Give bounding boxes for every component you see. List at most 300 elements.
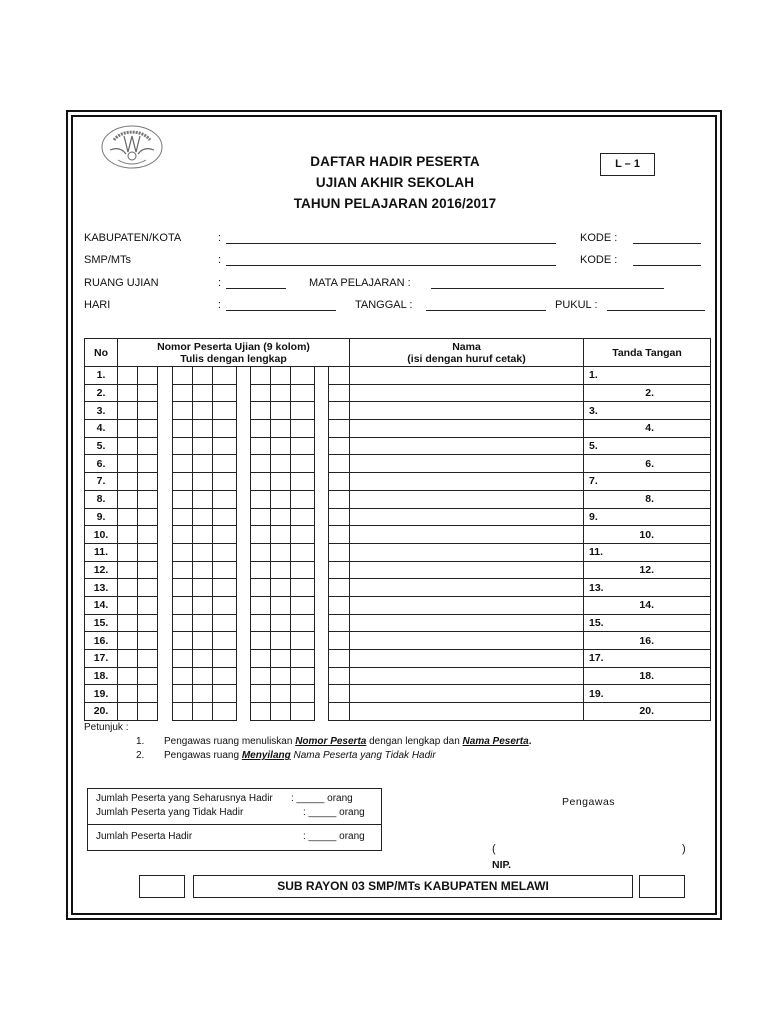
digit-separator	[158, 490, 173, 508]
digit-box[interactable]	[271, 650, 291, 668]
pukul-input-line[interactable]	[607, 310, 705, 311]
digit-box[interactable]	[173, 526, 193, 544]
name-cell[interactable]	[350, 384, 584, 402]
digit-box[interactable]	[213, 543, 237, 561]
digit-box[interactable]	[173, 685, 193, 703]
digit-box[interactable]	[271, 490, 291, 508]
digit-box[interactable]	[213, 685, 237, 703]
digit-box[interactable]	[118, 685, 138, 703]
digit-separator	[237, 614, 251, 632]
digit-box[interactable]	[138, 367, 158, 385]
digit-box[interactable]	[173, 614, 193, 632]
digit-box[interactable]	[329, 473, 350, 491]
digit-box[interactable]	[329, 455, 350, 473]
digit-box[interactable]	[291, 473, 315, 491]
digit-separator	[315, 437, 329, 455]
digit-box[interactable]	[193, 632, 213, 650]
digit-box[interactable]	[193, 473, 213, 491]
digit-box[interactable]	[173, 667, 193, 685]
digit-box[interactable]	[138, 614, 158, 632]
digit-box[interactable]	[291, 455, 315, 473]
digit-box[interactable]	[213, 455, 237, 473]
digit-box[interactable]	[329, 632, 350, 650]
name-cell[interactable]	[350, 420, 584, 438]
signature-cell[interactable]: 13.	[584, 579, 711, 597]
digit-box[interactable]	[118, 437, 138, 455]
col-header-nomor-line1: Nomor Peserta Ujian (9 kolom)	[157, 340, 310, 353]
digit-box[interactable]	[271, 508, 291, 526]
name-cell[interactable]	[350, 685, 584, 703]
kabupaten-input-line[interactable]	[226, 243, 556, 244]
attendance-table	[84, 338, 711, 721]
digit-box[interactable]	[173, 632, 193, 650]
digit-box[interactable]	[193, 543, 213, 561]
name-cell[interactable]	[350, 596, 584, 614]
digit-box[interactable]	[138, 561, 158, 579]
signature-cell[interactable]: 7.	[584, 473, 711, 491]
signature-cell[interactable]: 3.	[584, 402, 711, 420]
ruang-input-line[interactable]	[226, 288, 286, 289]
digit-box[interactable]	[251, 455, 271, 473]
col-header-nomor	[118, 339, 350, 367]
signature-cell[interactable]: 12.	[584, 561, 711, 579]
table-row	[85, 367, 711, 385]
digit-box[interactable]	[329, 561, 350, 579]
digit-box[interactable]	[118, 561, 138, 579]
digit-box[interactable]	[251, 703, 271, 721]
digit-separator	[315, 579, 329, 597]
digit-box[interactable]	[193, 579, 213, 597]
digit-box[interactable]	[271, 367, 291, 385]
digit-box[interactable]	[173, 579, 193, 597]
row-number: 11.	[85, 543, 118, 561]
kode-input-line-1[interactable]	[633, 243, 701, 244]
digit-box[interactable]	[173, 473, 193, 491]
digit-box[interactable]	[291, 579, 315, 597]
digit-box[interactable]	[271, 384, 291, 402]
digit-box[interactable]	[251, 402, 271, 420]
digit-box[interactable]	[193, 561, 213, 579]
digit-box[interactable]	[138, 543, 158, 561]
digit-box[interactable]	[173, 420, 193, 438]
digit-box[interactable]	[213, 367, 237, 385]
signature-cell[interactable]: 9.	[584, 508, 711, 526]
signature-cell[interactable]: 11.	[584, 543, 711, 561]
instruction-2-text	[164, 750, 436, 761]
digit-box[interactable]	[251, 508, 271, 526]
digit-box[interactable]	[118, 703, 138, 721]
digit-box[interactable]	[291, 561, 315, 579]
digit-box[interactable]	[213, 614, 237, 632]
digit-box[interactable]	[329, 508, 350, 526]
digit-box[interactable]	[213, 490, 237, 508]
digit-box[interactable]	[251, 561, 271, 579]
form-code-box: L – 1	[600, 153, 655, 176]
digit-separator	[158, 543, 173, 561]
digit-box[interactable]	[271, 473, 291, 491]
digit-box[interactable]	[118, 367, 138, 385]
footer-sub-rayon: SUB RAYON 03 SMP/MTs KABUPATEN MELAWI	[193, 875, 633, 898]
digit-separator	[158, 650, 173, 668]
signature-cell[interactable]: 8.	[584, 490, 711, 508]
digit-box[interactable]	[118, 650, 138, 668]
digit-box[interactable]	[291, 367, 315, 385]
digit-box[interactable]	[251, 685, 271, 703]
digit-box[interactable]	[213, 596, 237, 614]
digit-box[interactable]	[251, 420, 271, 438]
summary-divider	[88, 824, 381, 825]
digit-box[interactable]	[271, 685, 291, 703]
digit-box[interactable]	[271, 543, 291, 561]
digit-separator	[158, 455, 173, 473]
row-number: 2.	[85, 384, 118, 402]
summary-absent-value[interactable]: : _____ orang	[303, 807, 365, 818]
signature-cell[interactable]: 1.	[584, 367, 711, 385]
digit-box[interactable]	[118, 632, 138, 650]
digit-separator	[237, 632, 251, 650]
digit-box[interactable]	[138, 526, 158, 544]
digit-box[interactable]	[329, 703, 350, 721]
digit-box[interactable]	[138, 508, 158, 526]
smp-colon: :	[218, 254, 222, 266]
digit-box[interactable]	[271, 632, 291, 650]
digit-box[interactable]	[291, 420, 315, 438]
digit-box[interactable]	[329, 384, 350, 402]
digit-box[interactable]	[329, 367, 350, 385]
digit-separator	[315, 526, 329, 544]
mapel-input-line[interactable]	[431, 288, 664, 289]
digit-box[interactable]	[138, 667, 158, 685]
digit-separator	[315, 667, 329, 685]
summary-expected-label: Jumlah Peserta yang Seharusnya Hadir	[96, 793, 273, 804]
digit-box[interactable]	[213, 703, 237, 721]
digit-box[interactable]	[271, 703, 291, 721]
table-row	[85, 543, 711, 561]
digit-box[interactable]	[291, 650, 315, 668]
digit-box[interactable]	[138, 650, 158, 668]
summary-expected-value[interactable]: : _____ orang	[291, 793, 353, 804]
digit-box[interactable]	[173, 384, 193, 402]
digit-box[interactable]	[251, 632, 271, 650]
digit-box[interactable]	[329, 543, 350, 561]
digit-box[interactable]	[193, 614, 213, 632]
table-row	[85, 650, 711, 668]
digit-box[interactable]	[251, 384, 271, 402]
row-number: 8.	[85, 490, 118, 508]
digit-box[interactable]	[193, 367, 213, 385]
digit-box[interactable]	[329, 579, 350, 597]
smp-input-line[interactable]	[226, 265, 556, 266]
signature-cell[interactable]: 17.	[584, 650, 711, 668]
digit-box[interactable]	[291, 508, 315, 526]
digit-box[interactable]	[193, 703, 213, 721]
digit-separator	[315, 703, 329, 721]
instruction-2-emphasis: Menyilang	[241, 750, 291, 761]
tanggal-input-line[interactable]	[426, 310, 546, 311]
table-row	[85, 579, 711, 597]
signature-cell[interactable]: 16.	[584, 632, 711, 650]
digit-box[interactable]	[173, 703, 193, 721]
digit-box[interactable]	[251, 667, 271, 685]
table-row	[85, 667, 711, 685]
digit-box[interactable]	[213, 526, 237, 544]
digit-box[interactable]	[138, 632, 158, 650]
row-number: 18.	[85, 667, 118, 685]
name-cell[interactable]	[350, 367, 584, 385]
row-number: 13.	[85, 579, 118, 597]
digit-box[interactable]	[118, 596, 138, 614]
digit-box[interactable]	[193, 508, 213, 526]
digit-box[interactable]	[271, 420, 291, 438]
name-cell[interactable]	[350, 402, 584, 420]
digit-box[interactable]	[193, 685, 213, 703]
hari-input-line[interactable]	[226, 310, 336, 311]
digit-box[interactable]	[193, 402, 213, 420]
col-header-nomor-line2: Tulis dengan lengkap	[180, 352, 287, 365]
instructions-label: Petunjuk :	[84, 722, 129, 733]
digit-box[interactable]	[173, 437, 193, 455]
digit-box[interactable]	[118, 667, 138, 685]
digit-box[interactable]	[291, 543, 315, 561]
name-cell[interactable]	[350, 614, 584, 632]
name-cell[interactable]	[350, 667, 584, 685]
digit-box[interactable]	[271, 596, 291, 614]
row-number: 10.	[85, 526, 118, 544]
digit-box[interactable]	[138, 402, 158, 420]
digit-box[interactable]	[213, 437, 237, 455]
signature-cell[interactable]: 19.	[584, 685, 711, 703]
digit-box[interactable]	[213, 473, 237, 491]
digit-box[interactable]	[329, 437, 350, 455]
digit-box[interactable]	[291, 526, 315, 544]
digit-box[interactable]	[118, 455, 138, 473]
signature-paren-open: (	[492, 843, 496, 855]
digit-box[interactable]	[173, 490, 193, 508]
digit-separator	[315, 614, 329, 632]
digit-box[interactable]	[291, 667, 315, 685]
table-row	[85, 526, 711, 544]
nip-label: NIP.	[492, 859, 512, 871]
digit-box[interactable]	[193, 490, 213, 508]
digit-box[interactable]	[329, 650, 350, 668]
digit-box[interactable]	[291, 384, 315, 402]
digit-box[interactable]	[329, 596, 350, 614]
digit-box[interactable]	[329, 402, 350, 420]
digit-box[interactable]	[291, 685, 315, 703]
name-cell[interactable]	[350, 650, 584, 668]
digit-box[interactable]	[213, 384, 237, 402]
digit-box[interactable]	[251, 490, 271, 508]
digit-box[interactable]	[271, 614, 291, 632]
digit-box[interactable]	[138, 420, 158, 438]
digit-box[interactable]	[291, 632, 315, 650]
digit-box[interactable]	[329, 490, 350, 508]
digit-box[interactable]	[118, 579, 138, 597]
row-number: 3.	[85, 402, 118, 420]
digit-box[interactable]	[138, 685, 158, 703]
digit-box[interactable]	[291, 596, 315, 614]
name-cell[interactable]	[350, 579, 584, 597]
digit-box[interactable]	[118, 543, 138, 561]
supervisor-label: Pengawas	[562, 796, 616, 808]
digit-box[interactable]	[118, 526, 138, 544]
digit-separator	[158, 561, 173, 579]
digit-separator	[237, 490, 251, 508]
digit-box[interactable]	[251, 614, 271, 632]
digit-box[interactable]	[118, 614, 138, 632]
digit-box[interactable]	[213, 667, 237, 685]
digit-box[interactable]	[291, 437, 315, 455]
digit-box[interactable]	[213, 420, 237, 438]
digit-box[interactable]	[138, 455, 158, 473]
digit-box[interactable]	[138, 596, 158, 614]
name-cell[interactable]	[350, 455, 584, 473]
table-row	[85, 561, 711, 579]
signature-cell[interactable]: 10.	[584, 526, 711, 544]
digit-box[interactable]	[329, 614, 350, 632]
signature-cell[interactable]: 14.	[584, 596, 711, 614]
digit-box[interactable]	[138, 490, 158, 508]
summary-present-value[interactable]: : _____ orang	[303, 831, 365, 842]
row-number: 9.	[85, 508, 118, 526]
name-cell[interactable]	[350, 703, 584, 721]
digit-box[interactable]	[251, 543, 271, 561]
name-cell[interactable]	[350, 473, 584, 491]
digit-box[interactable]	[271, 561, 291, 579]
digit-separator	[237, 667, 251, 685]
table-row	[85, 420, 711, 438]
digit-box[interactable]	[138, 384, 158, 402]
digit-box[interactable]	[213, 561, 237, 579]
digit-box[interactable]	[193, 420, 213, 438]
digit-box[interactable]	[271, 402, 291, 420]
digit-box[interactable]	[173, 596, 193, 614]
col-header-nama	[350, 339, 584, 367]
digit-box[interactable]	[193, 384, 213, 402]
digit-box[interactable]	[271, 579, 291, 597]
name-cell[interactable]	[350, 632, 584, 650]
digit-box[interactable]	[213, 650, 237, 668]
digit-box[interactable]	[291, 490, 315, 508]
digit-box[interactable]	[173, 508, 193, 526]
row-number: 14.	[85, 596, 118, 614]
name-cell[interactable]	[350, 437, 584, 455]
digit-separator	[158, 473, 173, 491]
digit-box[interactable]	[329, 420, 350, 438]
signature-cell[interactable]: 18.	[584, 667, 711, 685]
name-cell[interactable]	[350, 526, 584, 544]
digit-box[interactable]	[271, 437, 291, 455]
digit-box[interactable]	[271, 667, 291, 685]
hari-colon: :	[218, 299, 222, 311]
signature-cell[interactable]: 15.	[584, 614, 711, 632]
digit-box[interactable]	[213, 402, 237, 420]
digit-box[interactable]	[118, 402, 138, 420]
digit-box[interactable]	[193, 526, 213, 544]
name-cell[interactable]	[350, 543, 584, 561]
digit-box[interactable]	[193, 650, 213, 668]
digit-box[interactable]	[291, 402, 315, 420]
digit-box[interactable]	[329, 685, 350, 703]
digit-box[interactable]	[213, 508, 237, 526]
table-row	[85, 384, 711, 402]
digit-box[interactable]	[138, 437, 158, 455]
digit-box[interactable]	[251, 367, 271, 385]
digit-box[interactable]	[271, 526, 291, 544]
digit-separator	[158, 579, 173, 597]
row-number: 5.	[85, 437, 118, 455]
digit-box[interactable]	[118, 473, 138, 491]
digit-box[interactable]	[138, 579, 158, 597]
digit-separator	[158, 508, 173, 526]
row-number: 15.	[85, 614, 118, 632]
digit-box[interactable]	[173, 561, 193, 579]
digit-box[interactable]	[173, 543, 193, 561]
digit-box[interactable]	[193, 667, 213, 685]
name-cell[interactable]	[350, 561, 584, 579]
digit-box[interactable]	[251, 473, 271, 491]
digit-box[interactable]	[173, 402, 193, 420]
instruction-1-part: Pengawas ruang menuliskan	[164, 736, 296, 747]
digit-box[interactable]	[251, 526, 271, 544]
row-number: 20.	[85, 703, 118, 721]
digit-box[interactable]	[138, 703, 158, 721]
digit-box[interactable]	[251, 579, 271, 597]
digit-box[interactable]	[213, 579, 237, 597]
digit-box[interactable]	[329, 526, 350, 544]
instruction-1-emphasis-nomor: Nomor Peserta	[295, 736, 367, 747]
digit-box[interactable]	[173, 367, 193, 385]
digit-box[interactable]	[271, 455, 291, 473]
footer-box-left	[139, 875, 185, 898]
signature-cell[interactable]: 2.	[584, 384, 711, 402]
name-cell[interactable]	[350, 490, 584, 508]
instruction-1-number: 1.	[136, 736, 145, 747]
signature-cell[interactable]: 4.	[584, 420, 711, 438]
table-row	[85, 437, 711, 455]
digit-box[interactable]	[193, 437, 213, 455]
digit-separator	[158, 632, 173, 650]
digit-box[interactable]	[173, 455, 193, 473]
kode-input-line-2[interactable]	[633, 265, 701, 266]
signature-cell[interactable]: 6.	[584, 455, 711, 473]
digit-box[interactable]	[251, 650, 271, 668]
digit-box[interactable]	[173, 650, 193, 668]
digit-box[interactable]	[291, 703, 315, 721]
digit-box[interactable]	[291, 614, 315, 632]
digit-box[interactable]	[193, 455, 213, 473]
table-row	[85, 685, 711, 703]
signature-cell[interactable]: 20.	[584, 703, 711, 721]
digit-box[interactable]	[118, 490, 138, 508]
digit-separator	[158, 685, 173, 703]
digit-box[interactable]	[251, 437, 271, 455]
pukul-label: PUKUL :	[555, 299, 598, 311]
digit-box[interactable]	[213, 632, 237, 650]
row-number: 7.	[85, 473, 118, 491]
digit-box[interactable]	[118, 384, 138, 402]
digit-separator	[315, 490, 329, 508]
digit-box[interactable]	[138, 473, 158, 491]
digit-box[interactable]	[118, 508, 138, 526]
digit-box[interactable]	[329, 667, 350, 685]
digit-box[interactable]	[251, 596, 271, 614]
name-cell[interactable]	[350, 508, 584, 526]
digit-box[interactable]	[193, 596, 213, 614]
signature-cell[interactable]: 5.	[584, 437, 711, 455]
title-line-1: DAFTAR HADIR PESERTA	[310, 154, 480, 169]
digit-box[interactable]	[118, 420, 138, 438]
